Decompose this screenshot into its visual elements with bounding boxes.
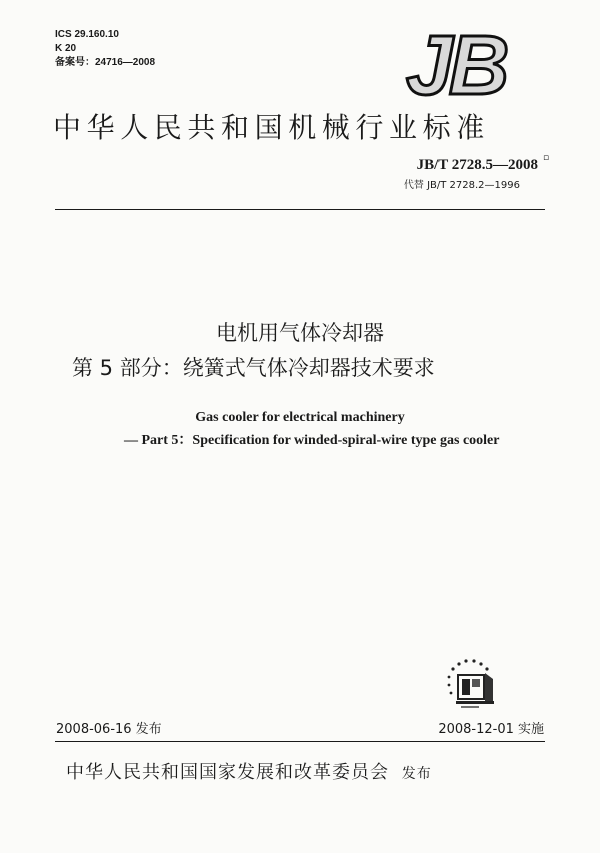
title-en-line1: Gas cooler for electrical machinery bbox=[195, 410, 405, 425]
jb-logo-text: JB bbox=[406, 22, 506, 102]
issuer-name: 中华人民共和国国家发展和改革委员会 bbox=[66, 762, 389, 783]
standard-number: JB/T 2728.5—2008 bbox=[416, 157, 538, 173]
page-mark: ▫ bbox=[543, 153, 550, 163]
replaces-standard: 代替 JB/T 2728.2—1996 bbox=[403, 180, 520, 191]
published-date: 2008-06-16 发布 bbox=[56, 722, 162, 737]
filing-number: 备案号：24716—2008 bbox=[55, 57, 156, 68]
title-cn-line2: 第 5 部分：绕簧式气体冷却器技术要求 bbox=[72, 356, 435, 380]
organization-title: 中华人民共和国机械行业标准 bbox=[53, 111, 490, 144]
issuer-action: 发布 bbox=[401, 766, 432, 782]
ccs-code: K 20 bbox=[55, 43, 77, 54]
anticounterfeit-seal bbox=[441, 653, 499, 711]
ics-code: ICS 29.160.10 bbox=[55, 29, 119, 40]
footer-divider bbox=[55, 741, 545, 742]
header-divider bbox=[55, 209, 545, 210]
title-en-line2: — Part 5：Specification for winded-spiral-wire type gas cooler bbox=[124, 433, 500, 448]
effective-date: 2008-12-01 实施 bbox=[438, 722, 544, 737]
jb-logo bbox=[400, 22, 525, 102]
title-cn-line1: 电机用气体冷却器 bbox=[216, 321, 384, 345]
